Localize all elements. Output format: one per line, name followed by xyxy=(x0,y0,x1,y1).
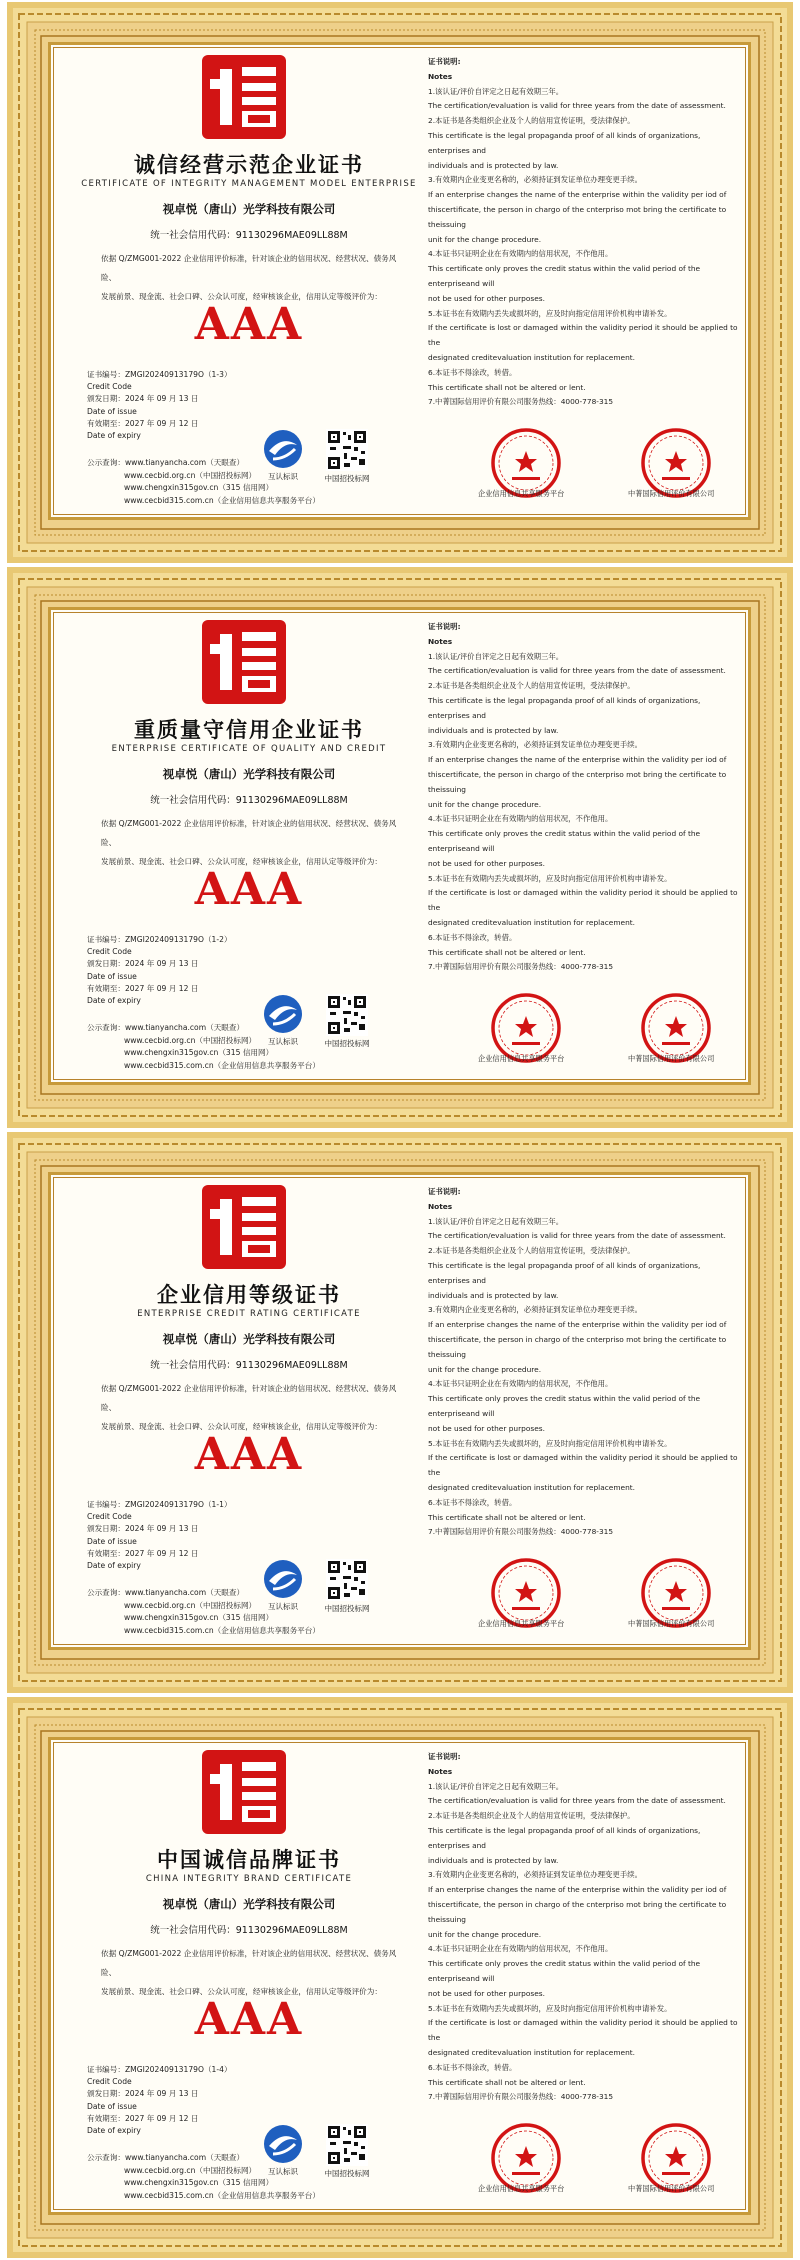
badge-caption: 中国招投标网 xyxy=(324,1604,370,1613)
note-item-en: unit for the change procedure. xyxy=(428,1929,542,1939)
certificate-number: 证书编号：ZMGI20240913179O（1-4） xyxy=(87,2065,232,2074)
note-item-en: The certification/evaluation is valid for three years from the date of assessment. xyxy=(428,1796,726,1806)
note-item-en: unit for the change procedure. xyxy=(428,799,542,809)
note-item-en: If the certificate is lost or damaged within the validity period it should be applied to the xyxy=(428,1453,738,1478)
note-item-en: This certificate shall not be altered or lent. xyxy=(428,382,586,392)
mutual-recognition-icon xyxy=(263,1559,303,1599)
mutual-recognition-badge xyxy=(259,2124,307,2184)
query-site: www.cecbid315.com.cn（企业信用信息共享服务平台） xyxy=(124,1625,320,1635)
seal-caption: 企业信用信息共享服务平台 xyxy=(478,1054,565,1063)
note-item: 3.有效期内企业变更名称的，必须持证到发证单位办理变更手续。 xyxy=(428,740,642,750)
note-item: 4.本证书只证明企业在有效期内的信用状况，不作他用。 xyxy=(428,1944,613,1954)
unified-credit-code: 统一社会信用代码：91130296MAE09LL88M xyxy=(150,1360,348,1371)
bidding-network-badge xyxy=(315,994,379,1054)
expiry-date: 有效期至：2027 年 09 月 12 日 xyxy=(87,418,199,428)
note-item-en: If the certificate is lost or damaged within the validity period it should be applied to the xyxy=(428,323,738,348)
query-site: www.chengxin315gov.cn（315 信用网） xyxy=(124,1613,274,1623)
notes-heading-en: Notes xyxy=(428,1201,453,1211)
certificate-subtitle: CHINA INTEGRITY BRAND CERTIFICATE xyxy=(145,1874,353,1884)
evaluation-description xyxy=(101,1379,411,1436)
note-item-en: This certificate shall not be altered or lent. xyxy=(428,2077,586,2087)
note-item-en: If the certificate is lost or damaged within the validity period it should be applied to the xyxy=(428,2018,738,2043)
note-item-en: individuals and is protected by law. xyxy=(428,160,559,170)
note-item-en: individuals and is protected by law. xyxy=(428,1290,559,1300)
note-item-en: This certificate only proves the credit status within the valid period of the enterpriseand will xyxy=(428,264,701,288)
certificate-title: 诚信经营示范企业证书 xyxy=(134,152,364,177)
issue-date: 颁发日期：2024 年 09 月 13 日 xyxy=(87,394,199,404)
note-item: 2.本证书是各类组织企业及个人的信用宣传证明，受法律保护。 xyxy=(428,116,635,126)
evaluation-description xyxy=(101,1944,411,2001)
notes-heading-en: Notes xyxy=(428,71,453,81)
note-item-en: This certificate is the legal propaganda proof of all kinds of organizations, enterprises and xyxy=(428,1260,701,1285)
desc-line: 发展前景、现金流、社会口碑、公众认可度，经审核该企业，信用认定等级评价为： xyxy=(101,292,382,301)
qr-code-icon xyxy=(326,1559,368,1601)
query-site: 公示查询：www.tianyancha.com（天眼查） xyxy=(87,2153,245,2162)
note-item: 1.该认证/评价自评定之日起有效期三年。 xyxy=(428,1781,564,1791)
note-item-en: thiscertificate, the person in chargo of the cnterpriso mot bring the certificate to theissuing xyxy=(428,1334,727,1359)
note-item: 3.有效期内企业变更名称的，必须持证到发证单位办理变更手续。 xyxy=(428,1305,642,1315)
note-item: 4.本证书只证明企业在有效期内的信用状况，不作他用。 xyxy=(428,814,613,824)
note-item-en: thiscertificate, the person in chargo of the cnterpriso mot bring the certificate to theissuing xyxy=(428,1899,727,1924)
expiry-date-en: Date of expiry xyxy=(87,996,141,1006)
certificate-number: 证书编号：ZMGI20240913179O（1-3） xyxy=(87,370,232,379)
issue-date: 颁发日期：2024 年 09 月 13 日 xyxy=(87,1524,199,1534)
note-item: 7.中菁国际信用评价有限公司服务热线：4000-778-315 xyxy=(428,397,614,407)
note-item: 2.本证书是各类组织企业及个人的信用宣传证明，受法律保护。 xyxy=(428,1246,635,1256)
note-item-en: individuals and is protected by law. xyxy=(428,1855,559,1865)
expiry-date-en: Date of expiry xyxy=(87,431,141,441)
certificate-subtitle: ENTERPRISE CREDIT RATING CERTIFICATE xyxy=(137,1309,361,1319)
badge-caption: 中国招投标网 xyxy=(324,474,370,483)
note-item-en: If an enterprise changes the name of the enterprise within the validity per iod of xyxy=(428,190,727,200)
expiry-date: 有效期至：2027 年 09 月 12 日 xyxy=(87,983,199,993)
certificate-body xyxy=(48,42,751,520)
certificate-left xyxy=(69,610,429,1082)
note-item-en: This certificate only proves the credit status within the valid period of the enterpriseand will xyxy=(428,1394,701,1418)
issue-date-en: Date of issue xyxy=(87,971,137,981)
unified-credit-code: 统一社会信用代码：91130296MAE09LL88M xyxy=(150,795,348,806)
note-item-en: If an enterprise changes the name of the enterprise within the validity per iod of xyxy=(428,1885,727,1895)
query-site: www.chengxin315gov.cn（315 信用网） xyxy=(124,483,274,493)
note-item-en: This certificate only proves the credit status within the valid period of the enterpriseand will xyxy=(428,829,701,853)
note-item-en: The certification/evaluation is valid for three years from the date of assessment. xyxy=(428,666,726,676)
expiry-date-en: Date of expiry xyxy=(87,1561,141,1571)
note-item: 1.该认证/评价自评定之日起有效期三年。 xyxy=(428,86,564,96)
expiry-date-en: Date of expiry xyxy=(87,2126,141,2136)
bidding-network-badge xyxy=(315,429,379,489)
query-site: www.chengxin315gov.cn（315 信用网） xyxy=(124,1048,274,1058)
credit-code-label: Credit Code xyxy=(87,382,132,392)
seal-caption: 中菁国际信用评价有限公司 xyxy=(628,1054,715,1063)
note-item: 4.本证书只证明企业在有效期内的信用状况，不作他用。 xyxy=(428,1379,613,1389)
note-item: 7.中菁国际信用评价有限公司服务热线：4000-778-315 xyxy=(428,1527,614,1537)
seal-area xyxy=(428,1557,738,1637)
note-item-en: unit for the change procedure. xyxy=(428,234,542,244)
note-item: 1.该认证/评价自评定之日起有效期三年。 xyxy=(428,1216,564,1226)
issue-date: 颁发日期：2024 年 09 月 13 日 xyxy=(87,2089,199,2099)
certificate-meta xyxy=(87,1499,287,1572)
note-item-en: individuals and is protected by law. xyxy=(428,725,559,735)
certificate-number: 证书编号：ZMGI20240913179O（1-1） xyxy=(87,1500,232,1509)
issue-date: 颁发日期：2024 年 09 月 13 日 xyxy=(87,959,199,969)
badge-caption: 互认标识 xyxy=(268,2167,298,2176)
certificate-body xyxy=(48,1737,751,2215)
certificate xyxy=(0,0,800,565)
query-site: www.cecbid.org.cn（中国招投标网） xyxy=(124,1600,257,1610)
certificate-subtitle: CERTIFICATE OF INTEGRITY MANAGEMENT MODEL ENTERPRISE xyxy=(81,179,417,189)
credit-grade: AAA xyxy=(194,1994,304,2045)
note-item: 2.本证书是各类组织企业及个人的信用宣传证明，受法律保护。 xyxy=(428,1811,635,1821)
note-item-en: designated creditevaluation institution for replacement. xyxy=(428,1482,636,1492)
certificate xyxy=(0,565,800,1130)
badge-caption: 中国招投标网 xyxy=(324,1039,370,1048)
bidding-network-badge xyxy=(315,1559,379,1619)
note-item: 7.中菁国际信用评价有限公司服务热线：4000-778-315 xyxy=(428,962,614,972)
issue-date-en: Date of issue xyxy=(87,1536,137,1546)
bidding-network-badge xyxy=(315,2124,379,2184)
certificate-title: 中国诚信品牌证书 xyxy=(157,1847,341,1872)
note-item: 7.中菁国际信用评价有限公司服务热线：4000-778-315 xyxy=(428,2092,614,2102)
note-item: 3.有效期内企业变更名称的，必须持证到发证单位办理变更手续。 xyxy=(428,1870,642,1880)
mutual-recognition-badge xyxy=(259,429,307,489)
qr-code-icon xyxy=(326,429,368,471)
seal-caption: 企业信用信息共享服务平台 xyxy=(478,489,565,498)
integrity-logo-icon xyxy=(202,1750,286,1834)
note-item: 2.本证书是各类组织企业及个人的信用宣传证明，受法律保护。 xyxy=(428,681,635,691)
note-item: 5.本证书在有效期内丢失或损坏的，应及时向指定信用评价机构申请补发。 xyxy=(428,873,672,883)
note-item-en: designated creditevaluation institution for replacement. xyxy=(428,917,636,927)
certificate-title: 企业信用等级证书 xyxy=(157,1282,341,1307)
certificate-meta xyxy=(87,934,287,1007)
company-name: 视卓悦（唐山）光学科技有限公司 xyxy=(162,202,336,216)
query-site: www.cecbid315.com.cn（企业信用信息共享服务平台） xyxy=(124,495,320,505)
query-site: www.cecbid315.com.cn（企业信用信息共享服务平台） xyxy=(124,1060,320,1070)
certificate-body xyxy=(48,607,751,1085)
note-item-en: The certification/evaluation is valid for three years from the date of assessment. xyxy=(428,1231,726,1241)
note-item-en: thiscertificate, the person in chargo of the cnterpriso mot bring the certificate to theissuing xyxy=(428,769,727,794)
credit-grade: AAA xyxy=(194,864,304,915)
mutual-recognition-badge xyxy=(259,1559,307,1619)
credit-grade: AAA xyxy=(194,1429,304,1480)
issue-date-en: Date of issue xyxy=(87,2101,137,2111)
desc-line: 依据 Q/ZMG001-2022 企业信用评价标准，针对该企业的信用状况、经营状况、债务风险、 xyxy=(101,1384,397,1412)
mutual-recognition-icon xyxy=(263,2124,303,2164)
notes-heading: 证书说明: xyxy=(428,1187,461,1196)
seal-caption: 中菁国际信用评价有限公司 xyxy=(628,1619,715,1628)
certificate xyxy=(0,1130,800,1695)
note-item-en: If an enterprise changes the name of the enterprise within the validity per iod of xyxy=(428,755,727,765)
note-item-en: not be used for other purposes. xyxy=(428,1988,545,1998)
issue-date-en: Date of issue xyxy=(87,406,137,416)
expiry-date: 有效期至：2027 年 09 月 12 日 xyxy=(87,2113,199,2123)
seal-area xyxy=(428,2122,738,2202)
desc-line: 发展前景、现金流、社会口碑、公众认可度，经审核该企业，信用认定等级评价为： xyxy=(101,1422,382,1431)
seal-caption: 中菁国际信用评价有限公司 xyxy=(628,489,715,498)
unified-credit-code: 统一社会信用代码：91130296MAE09LL88M xyxy=(150,1925,348,1936)
seal-area xyxy=(428,992,738,1072)
note-item: 1.该认证/评价自评定之日起有效期三年。 xyxy=(428,651,564,661)
note-item: 6.本证书不得涂改，转借。 xyxy=(428,932,517,942)
note-item-en: designated creditevaluation institution for replacement. xyxy=(428,2047,636,2057)
badge-caption: 互认标识 xyxy=(268,472,298,481)
note-item-en: This certificate only proves the credit status within the valid period of the enterpriseand will xyxy=(428,1959,701,1983)
note-item: 3.有效期内企业变更名称的，必须持证到发证单位办理变更手续。 xyxy=(428,175,642,185)
company-name: 视卓悦（唐山）光学科技有限公司 xyxy=(162,1332,336,1346)
note-item-en: This certificate shall not be altered or lent. xyxy=(428,947,586,957)
certificate-left xyxy=(69,1175,429,1647)
note-item-en: If an enterprise changes the name of the enterprise within the validity per iod of xyxy=(428,1320,727,1330)
credit-grade: AAA xyxy=(194,299,304,350)
integrity-logo-icon xyxy=(202,1185,286,1269)
desc-line: 依据 Q/ZMG001-2022 企业信用评价标准，针对该企业的信用状况、经营状况、债务风险、 xyxy=(101,254,397,282)
company-name: 视卓悦（唐山）光学科技有限公司 xyxy=(162,767,336,781)
certificate xyxy=(0,1695,800,2260)
query-site: 公示查询：www.tianyancha.com（天眼查） xyxy=(87,458,245,467)
query-site: www.cecbid.org.cn（中国招投标网） xyxy=(124,2165,257,2175)
note-item-en: This certificate is the legal propaganda proof of all kinds of organizations, enterprises and xyxy=(428,1825,701,1850)
note-item-en: not be used for other purposes. xyxy=(428,1423,545,1433)
note-item-en: This certificate shall not be altered or lent. xyxy=(428,1512,586,1522)
certificate-subtitle: ENTERPRISE CERTIFICATE OF QUALITY AND CREDIT xyxy=(111,744,387,754)
qr-code-icon xyxy=(326,994,368,1036)
credit-code-label: Credit Code xyxy=(87,1512,132,1522)
seal-caption: 企业信用信息共享服务平台 xyxy=(478,1619,565,1628)
notes-heading: 证书说明: xyxy=(428,1752,461,1761)
notes-heading: 证书说明: xyxy=(428,57,461,66)
credit-code-label: Credit Code xyxy=(87,947,132,957)
desc-line: 发展前景、现金流、社会口碑、公众认可度，经审核该企业，信用认定等级评价为： xyxy=(101,857,382,866)
seal-caption: 企业信用信息共享服务平台 xyxy=(478,2184,565,2193)
evaluation-description xyxy=(101,814,411,871)
badge-caption: 中国招投标网 xyxy=(324,2169,370,2178)
note-item: 6.本证书不得涂改，转借。 xyxy=(428,367,517,377)
certificate-number: 证书编号：ZMGI20240913179O（1-2） xyxy=(87,935,232,944)
certificate-body xyxy=(48,1172,751,1650)
unified-credit-code: 统一社会信用代码：91130296MAE09LL88M xyxy=(150,230,348,241)
evaluation-description xyxy=(101,249,411,306)
desc-line: 依据 Q/ZMG001-2022 企业信用评价标准，针对该企业的信用状况、经营状况、债务风险、 xyxy=(101,1949,397,1977)
integrity-logo-icon xyxy=(202,55,286,139)
certificate-left xyxy=(69,1740,429,2212)
note-item: 6.本证书不得涂改，转借。 xyxy=(428,2062,517,2072)
note-item: 6.本证书不得涂改，转借。 xyxy=(428,1497,517,1507)
note-item-en: This certificate is the legal propaganda proof of all kinds of organizations, enterprises and xyxy=(428,130,701,155)
note-item-en: thiscertificate, the person in chargo of the cnterpriso mot bring the certificate to theissuing xyxy=(428,204,727,229)
certificate-title: 重质量守信用企业证书 xyxy=(134,717,364,742)
desc-line: 发展前景、现金流、社会口碑、公众认可度，经审核该企业，信用认定等级评价为： xyxy=(101,1987,382,1996)
desc-line: 依据 Q/ZMG001-2022 企业信用评价标准，针对该企业的信用状况、经营状况、债务风险、 xyxy=(101,819,397,847)
query-site: www.cecbid.org.cn（中国招投标网） xyxy=(124,1035,257,1045)
seal-area xyxy=(428,427,738,507)
query-site: 公示查询：www.tianyancha.com（天眼查） xyxy=(87,1588,245,1597)
qr-code-icon xyxy=(326,2124,368,2166)
query-site: www.chengxin315gov.cn（315 信用网） xyxy=(124,2178,274,2188)
mutual-recognition-icon xyxy=(263,429,303,469)
query-site: www.cecbid315.com.cn（企业信用信息共享服务平台） xyxy=(124,2190,320,2200)
badge-caption: 互认标识 xyxy=(268,1037,298,1046)
query-site: www.cecbid.org.cn（中国招投标网） xyxy=(124,470,257,480)
certificate-left xyxy=(69,45,429,517)
integrity-logo-icon xyxy=(202,620,286,704)
note-item-en: unit for the change procedure. xyxy=(428,1364,542,1374)
badge-caption: 互认标识 xyxy=(268,1602,298,1611)
company-name: 视卓悦（唐山）光学科技有限公司 xyxy=(162,1897,336,1911)
note-item-en: If the certificate is lost or damaged within the validity period it should be applied to the xyxy=(428,888,738,913)
note-item: 5.本证书在有效期内丢失或损坏的，应及时向指定信用评价机构申请补发。 xyxy=(428,2003,672,2013)
mutual-recognition-icon xyxy=(263,994,303,1034)
query-site: 公示查询：www.tianyancha.com（天眼查） xyxy=(87,1023,245,1032)
note-item: 5.本证书在有效期内丢失或损坏的，应及时向指定信用评价机构申请补发。 xyxy=(428,1438,672,1448)
notes-heading-en: Notes xyxy=(428,1766,453,1776)
note-item-en: not be used for other purposes. xyxy=(428,293,545,303)
certificate-meta xyxy=(87,369,287,442)
mutual-recognition-badge xyxy=(259,994,307,1054)
notes-heading-en: Notes xyxy=(428,636,453,646)
note-item: 5.本证书在有效期内丢失或损坏的，应及时向指定信用评价机构申请补发。 xyxy=(428,308,672,318)
note-item-en: designated creditevaluation institution for replacement. xyxy=(428,352,636,362)
note-item: 4.本证书只证明企业在有效期内的信用状况，不作他用。 xyxy=(428,249,613,259)
certificate-meta xyxy=(87,2064,287,2137)
credit-code-label: Credit Code xyxy=(87,2077,132,2087)
seal-caption: 中菁国际信用评价有限公司 xyxy=(628,2184,715,2193)
notes-heading: 证书说明: xyxy=(428,622,461,631)
note-item-en: This certificate is the legal propaganda proof of all kinds of organizations, enterprises and xyxy=(428,695,701,720)
note-item-en: not be used for other purposes. xyxy=(428,858,545,868)
note-item-en: The certification/evaluation is valid for three years from the date of assessment. xyxy=(428,101,726,111)
expiry-date: 有效期至：2027 年 09 月 12 日 xyxy=(87,1548,199,1558)
